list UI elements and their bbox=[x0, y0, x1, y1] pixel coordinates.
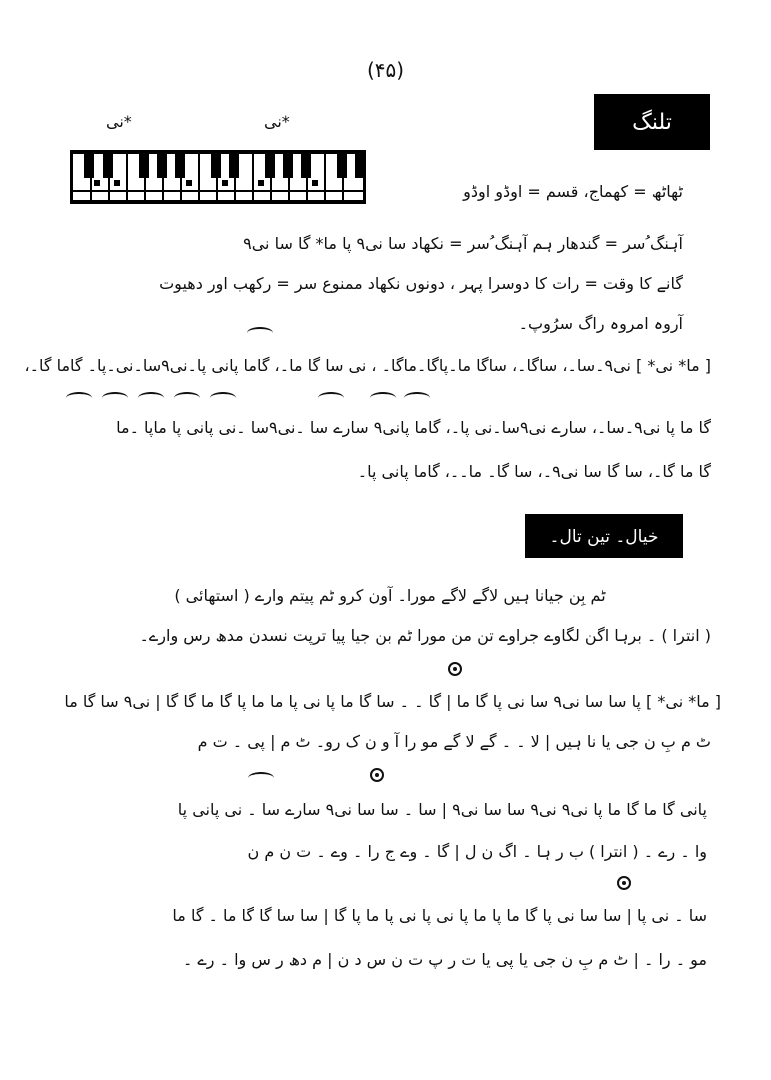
raag-title: تلنگ bbox=[594, 94, 710, 150]
arohi-line: آروہ امروہ راگ سرُوپ۔ bbox=[518, 314, 683, 333]
meend-arc bbox=[248, 772, 274, 784]
meend-arc bbox=[370, 392, 396, 404]
sam-mark bbox=[448, 662, 462, 676]
ni-label-right: نی* bbox=[264, 112, 290, 131]
ni-label-left: نی* bbox=[106, 112, 132, 131]
meend-arc bbox=[210, 392, 236, 404]
meend-arc bbox=[174, 392, 200, 404]
meend-arc bbox=[318, 392, 344, 404]
meend-arc bbox=[102, 392, 128, 404]
keyboard-diagram bbox=[70, 150, 366, 204]
swar-line-3: گا ما گا۔، سا گا سا نی۹۔، سا گا۔ ما۔۔، گاما پانی پا۔ bbox=[357, 462, 711, 481]
ang-line: آہنگ ُسر = گندھار ہم آہنگ ُسر = نکھاد سا نی۹ پا ما* گا سا نی۹ bbox=[243, 234, 683, 253]
swar-line-1: [ ما* نی* ] نی۹۔سا۔، ساگا۔، ساگا ما۔پاگا۔ماگا۔ ، نی سا گا ما۔، گاما پانی پا۔نی۹سا۔نی۔پا۔ گاما گا۔، bbox=[24, 356, 711, 375]
meend-arc bbox=[138, 392, 164, 404]
meend-arc bbox=[404, 392, 430, 404]
swar-line-2: گا ما پا نی۹۔سا۔، سارے نی۹سا۔نی پا۔، گاما پانی۹ سارے سا ۔نی۹سا ۔نی پانی پا ماپا ۔ما bbox=[116, 418, 711, 437]
lyric-row-1: ٹ م بِ ن جی یا نا ہیں | لا ۔ ۔ گے لا گے مو را آ و ن ک رو۔ ٹ م | پی ۔ ت م bbox=[197, 732, 711, 751]
meend-arc bbox=[66, 392, 92, 404]
notation-row-3: سا ۔ نی پا | سا سا نی پا گا ما پا ما پا نی پا نی پا ما پا گا | سا سا گا گا ما ۔ گا ما bbox=[172, 906, 707, 925]
section-title: خیال۔ تین تال۔ bbox=[525, 514, 683, 558]
meend-arc bbox=[247, 327, 273, 339]
lyric-row-2: وا ۔ رے ۔ ( انترا ) ب ر ہا ۔ اگ ن ل | گا ۔ وے ج را ۔ وے ۔ ت ن م ن bbox=[247, 842, 707, 861]
notation-row-1: [ ما* نی* ] پا سا سا نی۹ سا نی پا گا ما | گا ۔ ۔ سا گا ما پا نی پا ما ما پا گا ما گا گا | نی۹ سا گا ما bbox=[64, 692, 721, 711]
antara-lyrics: ( انترا ) ۔ برہا اگن لگاوے جراوے تن من مورا ٹم بن جیا پیا ترپت نسدن مدھ رس وارے۔ bbox=[139, 626, 711, 645]
sam-mark bbox=[617, 876, 631, 890]
notation-row-2: پانی گا ما گا ما پا نی۹ نی۹ سا سا نی۹ | سا ۔ سا سا نی۹ سارے سا ۔ نی پانی پا bbox=[177, 800, 707, 819]
asthai-lyrics: ( استھائی ) ٹم بِن جیانا ہیں لاگے لاگے مورا۔ آون کرو ٹم پیتم وارے bbox=[174, 586, 606, 605]
lyric-row-3: مو ۔ را ۔ | ٹ م بِ ن جی یا پی یا ت ر پ ت ن س د ن | م دھ ر س وا ۔ رے ۔ bbox=[182, 950, 707, 969]
thaat-line: ٹھاٹھ = کھماج، قسم = اوڈو اوڈو bbox=[463, 182, 683, 201]
page-number: (۴۵) bbox=[366, 58, 405, 82]
time-line: گانے کا وقت = رات کا دوسرا پہر ، دونوں نکھاد ممنوع سر = رکھب اور دھیوت bbox=[159, 274, 683, 293]
sam-mark bbox=[370, 768, 384, 782]
